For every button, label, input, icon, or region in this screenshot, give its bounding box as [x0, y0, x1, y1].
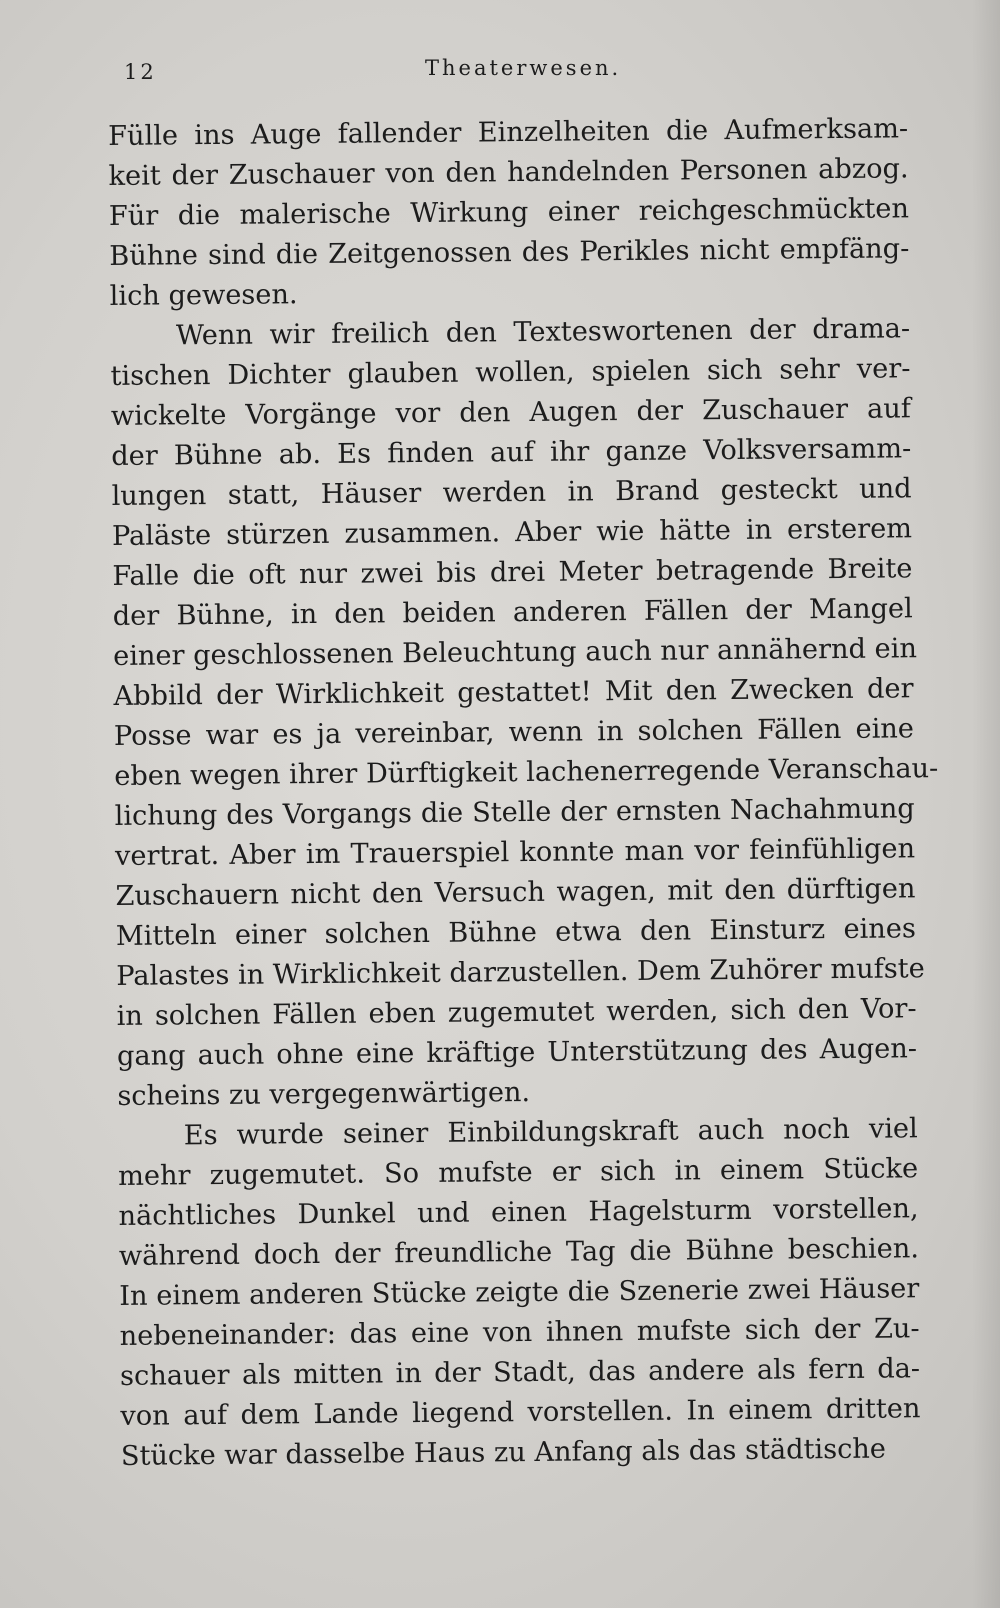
text-line: Paläste stürzen zusammen. Aber wie hätte in ersterem [111, 513, 913, 552]
text-line: vertrat. Aber im Trauerspiel konnte man vor feinfühligen [114, 833, 916, 872]
paragraph [110, 309, 939, 1117]
text-line: in solchen Fällen eben zugemutet werden, sich den Vor- [116, 993, 917, 1032]
text-line: scheins zu vergegenwärtigen. [117, 1076, 531, 1112]
text-line: der Bühne, in den beiden anderen Fällen der Mangel [112, 593, 913, 632]
text-line: Posse war es ja vereinbar, wenn in solchen Fällen eine [113, 713, 915, 752]
text-line: Mitteln einer solchen Bühne etwa den Einsturz eines [115, 913, 916, 952]
text-line: Wenn wir freilich den Texteswortenen der drama- [175, 313, 911, 352]
page-number: 12 [124, 60, 157, 84]
text-line: mehr zugemutet. So mufste er sich in einem Stücke [118, 1153, 919, 1192]
text-line: eben wegen ihrer Dürftigkeit lachenerregende Veranschau- [114, 753, 939, 792]
text-line: Abbild der Wirklichkeit gestattet! Mit den Zwecken der [113, 673, 914, 712]
running-head [120, 56, 910, 86]
text-line: schauer als mitten in der Stadt, das andere als fern da- [119, 1353, 921, 1392]
text-line: gang auch ohne eine kräftige Unterstützung des Augen- [116, 1033, 918, 1072]
text-line: einer geschlossenen Beleuchtung auch nur annähernd ein [113, 633, 918, 672]
body-text [108, 109, 939, 1477]
text-line: nebeneinander: das eine von ihnen mufste sich der Zu- [119, 1313, 920, 1352]
text-line: lich gewesen. [109, 279, 298, 312]
text-line: Es wurde seiner Einbildungskraft auch noch viel [183, 1113, 918, 1152]
page-edge-shadow [972, 0, 1000, 1608]
text-line: Für die malerische Wirkung einer reichgeschmückten [108, 193, 910, 232]
paragraph [118, 1109, 921, 1477]
text-line: tischen Dichter glauben wollen, spielen sich sehr ver- [110, 353, 911, 392]
text-line: In einem anderen Stücke zeigte die Szenerie zwei Häuser [119, 1273, 920, 1312]
text-line: Fülle ins Auge fallender Einzelheiten die Aufmerksam- [108, 113, 909, 152]
text-line: keit der Zuschauer von den handelnden Personen abzog. [108, 153, 909, 192]
text-line: Stücke war dasselbe Haus zu Anfang als das städtische [120, 1433, 887, 1472]
text-line: wickelte Vorgänge vor den Augen der Zuschauer auf [110, 393, 911, 432]
text-line: nächtliches Dunkel und einen Hagelsturm vorstellen, [118, 1193, 919, 1232]
paragraph [108, 109, 910, 317]
text-line: während doch der freundliche Tag die Bühne beschien. [118, 1233, 920, 1272]
running-title: Theaterwesen. [425, 56, 622, 80]
text-line: der Bühne ab. Es finden auf ihr ganze Volksversamm- [111, 433, 912, 472]
text-line: von auf dem Lande liegend vorstellen. In einem dritten [120, 1393, 921, 1432]
text-line: lungen statt, Häuser werden in Brand gesteckt und [111, 473, 912, 512]
text-line: Falle die oft nur zwei bis drei Meter betragende Breite [112, 553, 913, 592]
text-line: lichung des Vorgangs die Stelle der ernsten Nachahmung [114, 793, 915, 832]
text-line: Bühne sind die Zeitgenossen des Perikles nicht empfäng- [109, 233, 910, 272]
text-line: Palastes in Wirklichkeit darzustellen. Dem Zuhörer mufste [116, 953, 925, 992]
text-line: Zuschauern nicht den Versuch wagen, mit den dürftigen [115, 873, 916, 912]
